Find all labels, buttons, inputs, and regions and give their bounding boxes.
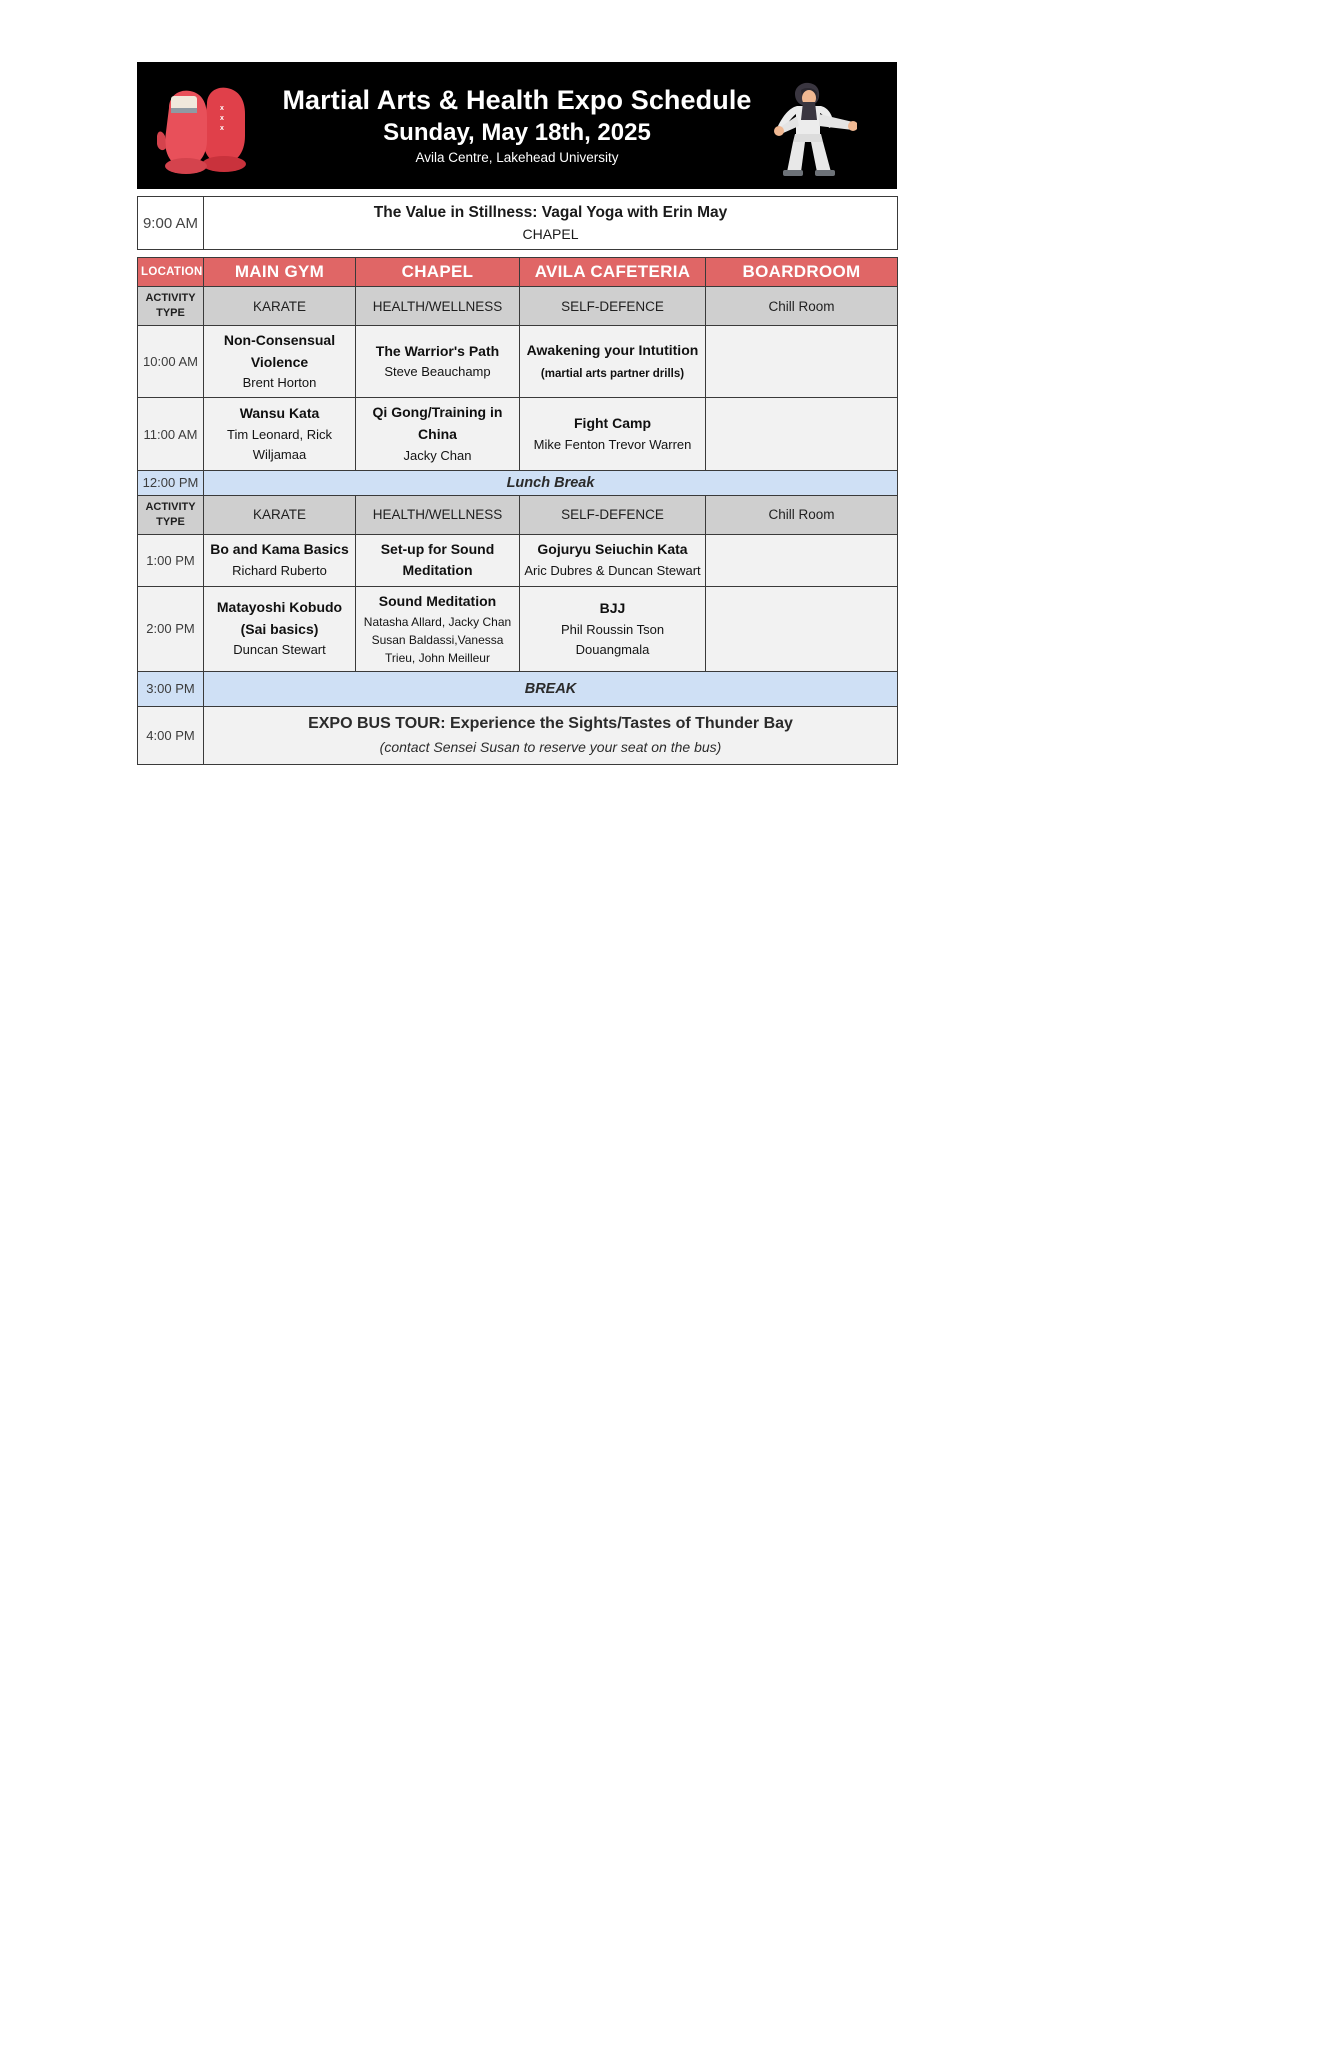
- activity-label-line1: ACTIVITY: [145, 292, 196, 305]
- session-boardroom: [706, 587, 898, 672]
- bus-tour-title: EXPO BUS TOUR: Experience the Sights/Tastes of Thunder Bay: [308, 714, 793, 732]
- table-row: [138, 534, 898, 586]
- session-title: Sound Meditation: [378, 593, 497, 610]
- session-time: 1:00 PM: [138, 534, 204, 586]
- activity-label-line1: ACTIVITY: [145, 500, 196, 513]
- session-people: Jacky Chan: [403, 447, 472, 463]
- session-title: Set-up for Sound Meditation: [380, 540, 495, 579]
- session-chapel: [356, 325, 520, 398]
- session-time: 2:00 PM: [138, 587, 204, 672]
- banner-text-block: [282, 86, 751, 166]
- session-title: Qi Gong/Training in China: [372, 404, 503, 443]
- bus-tour-row: [138, 706, 898, 764]
- session-people: Richard Ruberto: [232, 563, 327, 579]
- session-main-gym: [204, 398, 356, 471]
- activity-boardroom: Chill Room: [706, 287, 898, 326]
- session-cafeteria: [520, 325, 706, 398]
- break-time: 12:00 PM: [138, 470, 204, 495]
- feature-title: The Value in Stillness: Vagal Yoga with Erin May: [373, 204, 728, 221]
- schedule-sheet: [137, 62, 897, 765]
- session-boardroom: [706, 534, 898, 586]
- bus-tour-subtitle: (contact Sensei Susan to reserve your seat on the bus): [379, 739, 722, 756]
- table-row: [138, 325, 898, 398]
- session-people: Natasha Allard, Jacky Chan Susan Baldassi,Vanessa Trieu, John Meilleur: [363, 614, 512, 665]
- activity-type-row-1: [138, 287, 898, 326]
- page-title: Martial Arts & Health Expo Schedule: [282, 84, 752, 115]
- session-people: Phil Roussin Tson Douangmala: [560, 621, 665, 657]
- location-boardroom: BOARDROOM: [706, 258, 898, 287]
- feature-table: [137, 196, 898, 250]
- session-title: Wansu Kata: [239, 405, 320, 422]
- session-people: Duncan Stewart: [233, 642, 326, 658]
- session-people: Mike Fenton Trevor Warren: [533, 436, 692, 452]
- session-title: Gojuryu Seiuchin Kata: [537, 541, 688, 558]
- activity-type-label: [138, 495, 204, 534]
- session-title: Matayoshi Kobudo (Sai basics): [216, 599, 343, 637]
- boxing-gloves-icon: [157, 74, 257, 179]
- session-boardroom: [706, 398, 898, 471]
- session-time: 10:00 AM: [138, 325, 204, 398]
- session-title: BJJ: [599, 599, 626, 616]
- break-time: 3:00 PM: [138, 671, 204, 706]
- session-chapel: [356, 587, 520, 672]
- table-row: [138, 197, 898, 250]
- session-title: The Warrior's Path: [375, 342, 500, 359]
- location-main-gym: MAIN GYM: [204, 258, 356, 287]
- session-people: Brent Horton: [242, 375, 317, 391]
- feature-location: CHAPEL: [522, 226, 579, 243]
- session-title: Non-Consensual Violence: [223, 331, 336, 370]
- location-avila-cafeteria: AVILA CAFETERIA: [520, 258, 706, 287]
- bus-tour-time: 4:00 PM: [138, 706, 204, 764]
- session-chapel: [356, 398, 520, 471]
- location-label: LOCATION: [138, 258, 204, 287]
- feature-time: 9:00 AM: [138, 197, 204, 250]
- activity-type-row-2: [138, 495, 898, 534]
- table-row: [138, 398, 898, 471]
- activity-label-line2: TYPE: [156, 515, 185, 528]
- session-people: Steve Beauchamp: [384, 364, 491, 380]
- svg-text:x: x: [220, 125, 224, 132]
- session-title-text: Awakening your Intutition: [526, 341, 699, 358]
- session-cafeteria: [520, 398, 706, 471]
- event-date: Sunday, May 18th, 2025: [383, 118, 651, 146]
- header-banner: [137, 62, 897, 189]
- session-note: (martial arts partner drills): [540, 367, 685, 380]
- session-main-gym: [204, 534, 356, 586]
- session-time: 11:00 AM: [138, 398, 204, 471]
- location-chapel: CHAPEL: [356, 258, 520, 287]
- bus-tour-cell: [204, 706, 898, 764]
- session-title: [523, 340, 702, 384]
- session-cafeteria: [520, 587, 706, 672]
- afternoon-break-row: [138, 671, 898, 706]
- session-people: Aric Dubres & Duncan Stewart: [524, 563, 701, 579]
- karate-figure-icon: [757, 74, 857, 179]
- event-venue: Avila Centre, Lakehead University: [415, 150, 619, 166]
- session-chapel: [356, 534, 520, 586]
- location-header-row: [138, 258, 898, 287]
- session-title: Fight Camp: [574, 415, 651, 432]
- activity-cafeteria: SELF-DEFENCE: [520, 495, 706, 534]
- session-boardroom: [706, 325, 898, 398]
- session-cafeteria: [520, 534, 706, 586]
- feature-cell: [204, 197, 898, 250]
- activity-boardroom: Chill Room: [706, 495, 898, 534]
- activity-chapel: HEALTH/WELLNESS: [356, 287, 520, 326]
- break-label: BREAK: [204, 671, 898, 706]
- svg-text:x: x: [220, 105, 224, 112]
- session-main-gym: [204, 587, 356, 672]
- schedule-table: [137, 257, 898, 765]
- session-title: Bo and Kama Basics: [210, 541, 349, 558]
- session-people: Tim Leonard, Rick Wiljamaa: [227, 426, 332, 463]
- activity-label-line2: TYPE: [156, 307, 185, 320]
- session-main-gym: [204, 325, 356, 398]
- activity-cafeteria: SELF-DEFENCE: [520, 287, 706, 326]
- activity-main-gym: KARATE: [204, 287, 356, 326]
- activity-type-label: [138, 287, 204, 326]
- break-label: Lunch Break: [204, 470, 898, 495]
- svg-text:x: x: [220, 115, 224, 122]
- activity-main-gym: KARATE: [204, 495, 356, 534]
- lunch-break-row: [138, 470, 898, 495]
- table-row: [138, 587, 898, 672]
- activity-chapel: HEALTH/WELLNESS: [356, 495, 520, 534]
